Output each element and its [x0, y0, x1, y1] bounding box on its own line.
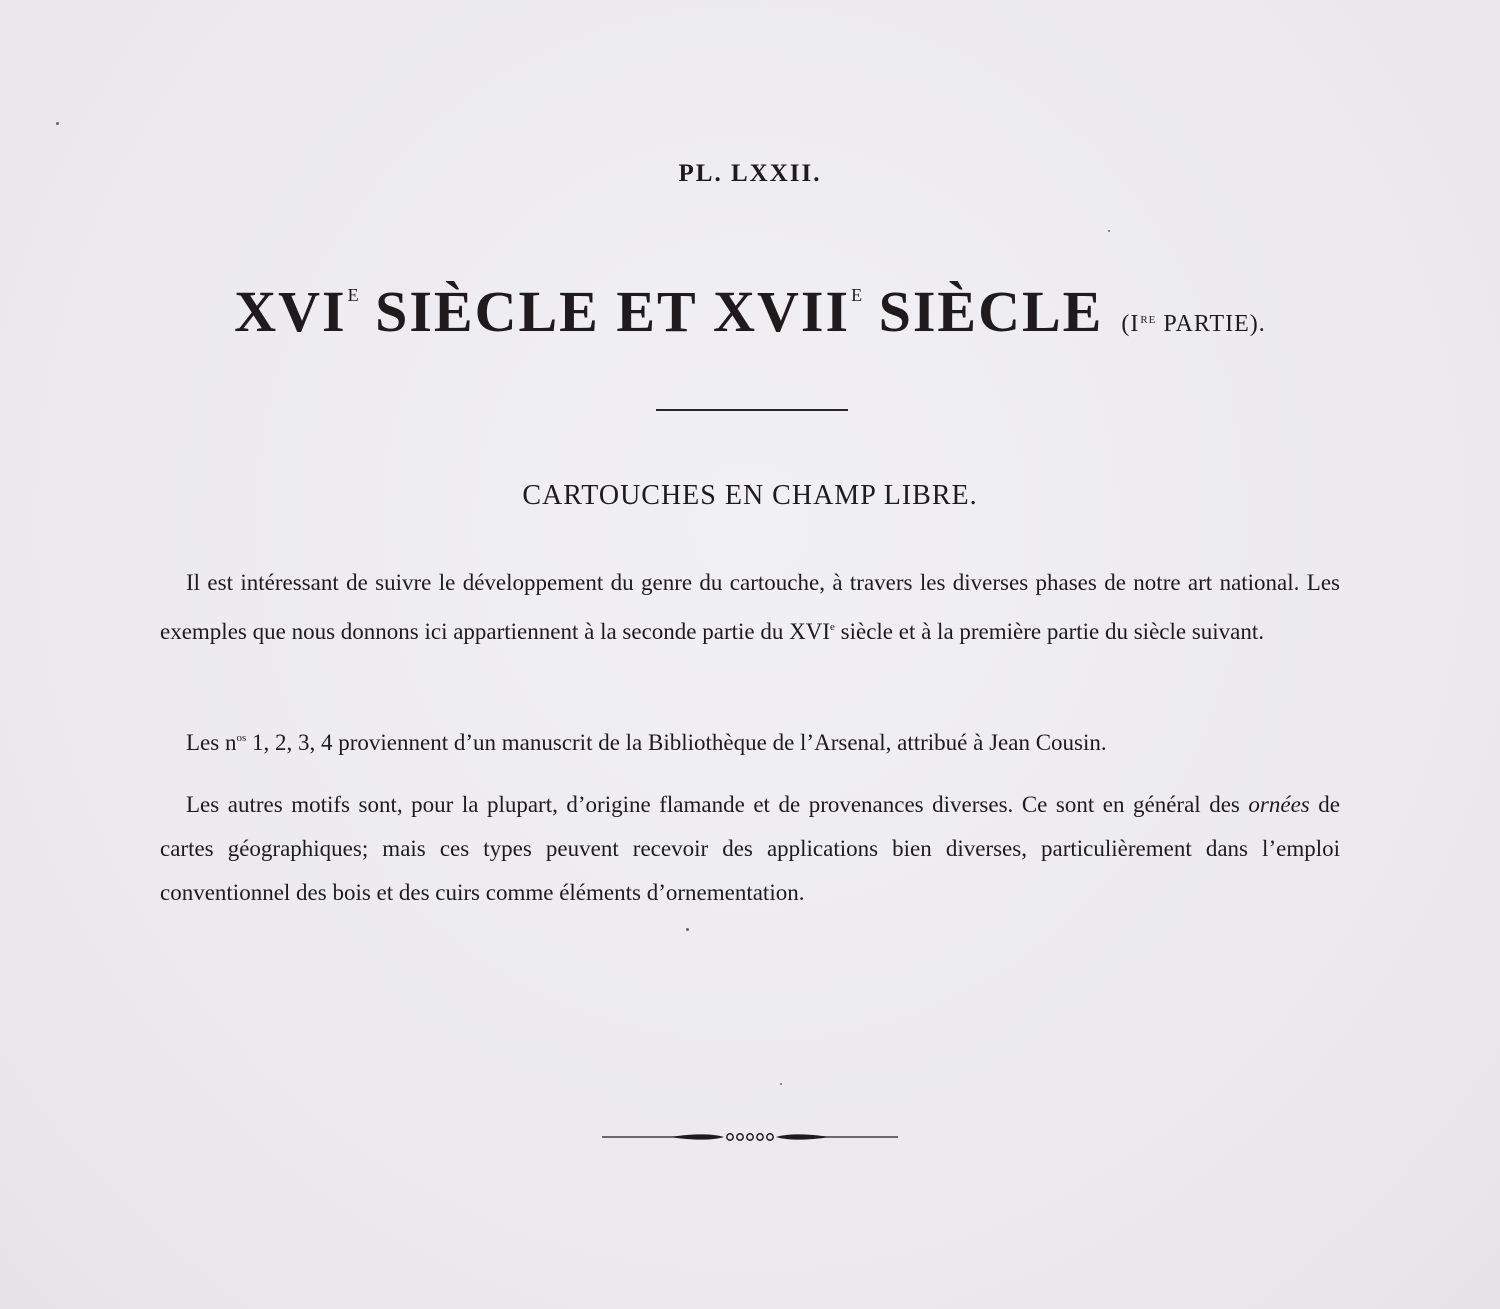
page-title — [0, 278, 1500, 345]
paragraph-3 — [160, 783, 1340, 915]
paragraph-3-italic: ornées — [1248, 792, 1310, 817]
paragraph-3-text-b: de cartes géographiques; mais ces types peuvent recevoir des applications bien diverses, particulièrement dans l’emploi conventionnel des bois et des cuirs comme éléments d’ornementation. — [160, 792, 1340, 905]
paper-speck — [780, 1083, 782, 1085]
title-superscript: E — [347, 285, 359, 305]
paragraph-1 — [160, 561, 1340, 654]
part-open: (I — [1121, 311, 1140, 337]
part-superscript: RE — [1140, 314, 1157, 326]
paragraph-1-text-a: Il est intéressant de suivre le développement du genre du cartouche, à travers les diverses phases de notre art national. Les exemples que nous donnons ici appartiennent à la seconde partie du XVI — [160, 570, 1340, 644]
part-close: PARTIE). — [1156, 311, 1266, 337]
paper-speck — [686, 928, 689, 931]
paper-speck — [56, 122, 59, 125]
ornament-divider — [600, 1124, 900, 1150]
title-superscript: E — [851, 285, 863, 305]
paper-speck — [1108, 230, 1110, 232]
title-part-note — [1121, 311, 1265, 337]
plate-number: PL. LXXII. — [678, 160, 822, 187]
paragraph-2 — [160, 716, 1340, 765]
paragraph-2-superscript: os — [236, 732, 247, 744]
paragraph-3-text-a: Les autres motifs sont, pour la plupart, d’origine flamande et de provenances diverses. Ce sont en général des — [186, 792, 1249, 817]
section-heading: CARTOUCHES EN CHAMP LIBRE. — [522, 480, 978, 511]
paragraph-2-text-a: Les n — [186, 730, 237, 755]
title-century-16: XVI — [234, 279, 347, 344]
paragraph-2-text-b: 1, 2, 3, 4 proviennent d’un manuscrit de la Bibliothèque de l’Arsenal, attribué à Jean Cousin. — [246, 730, 1107, 755]
title-middle: SIÈCLE ET XVII — [358, 279, 851, 344]
title-end: SIÈCLE — [862, 279, 1104, 344]
title-divider — [656, 409, 848, 411]
paragraph-1-text-b: siècle et à la première partie du siècle suivant. — [834, 619, 1265, 644]
paragraph-1-superscript: e — [830, 621, 835, 633]
